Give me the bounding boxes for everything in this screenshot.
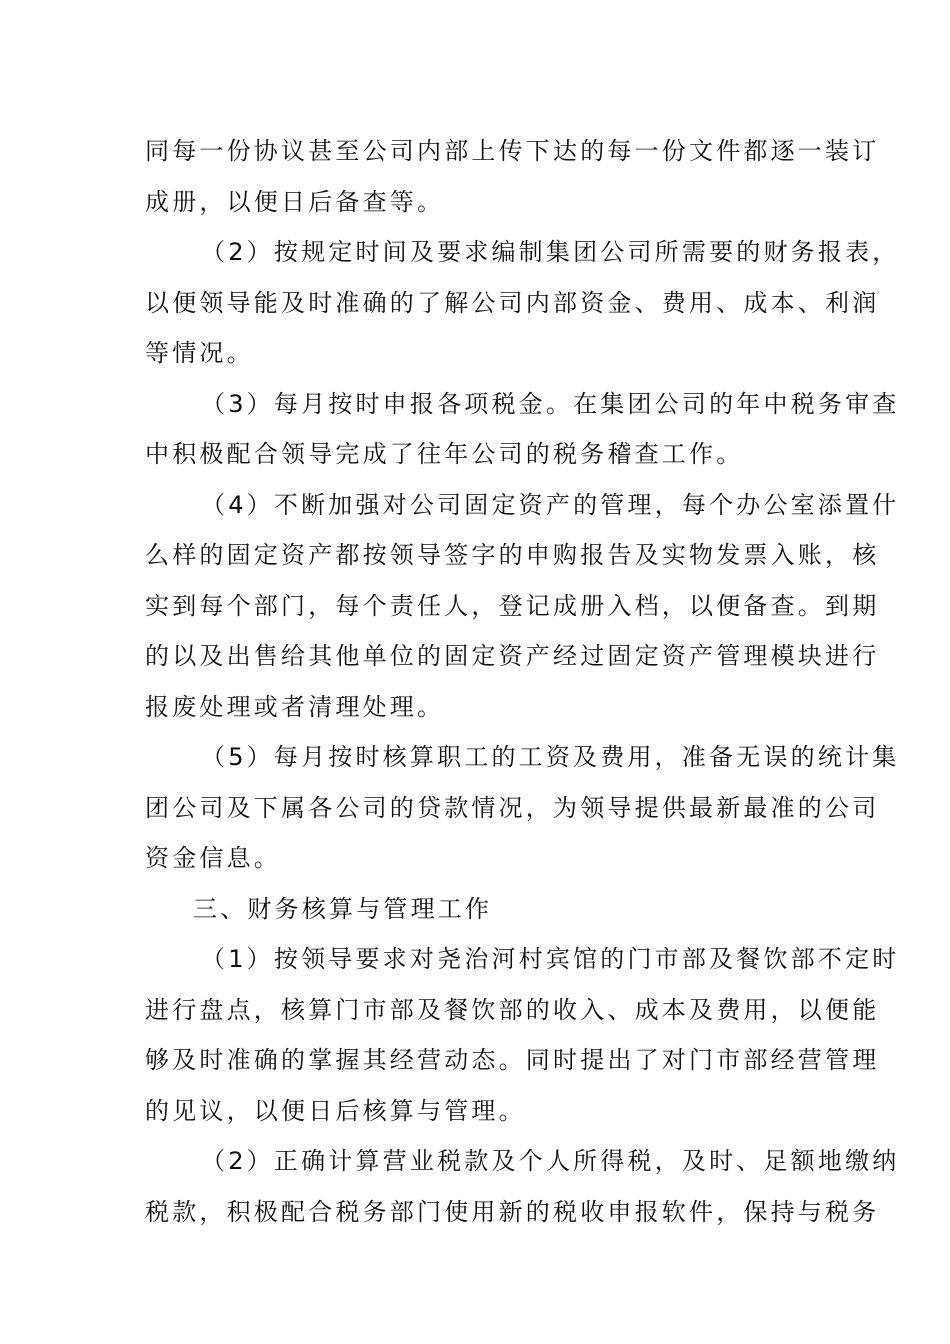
text-line: 团公司及下属各公司的贷款情况，为领导提供最新最准的公司: [145, 793, 880, 822]
paragraph-item-2-tax-payment: [145, 1136, 900, 1237]
paragraph-item-1-inventory: [145, 934, 900, 1136]
paragraph-item-2-reports: [145, 227, 900, 379]
text-line: 够及时准确的掌握其经营动态。同时提出了对门市部经营管理: [145, 1046, 880, 1074]
text-line: （5）每月按时核算职工的工资及费用，准备无误的统计集: [201, 743, 900, 771]
text-line: （1）按领导要求对尧治河村宾馆的门市部及餐饮部不定时: [201, 945, 900, 973]
text-line: 等情况。: [145, 339, 254, 367]
text-line: 中积极配合领导完成了往年公司的税务稽查工作。: [145, 440, 744, 468]
text-line: 的见议，以便日后核算与管理。: [145, 1096, 526, 1125]
document-body: [145, 126, 900, 1237]
paragraph-continuation: [145, 126, 880, 227]
text-line: （3）每月按时申报各项税金。在集团公司的年中税务审查: [201, 389, 900, 418]
text-line: 么样的固定资产都按领导签字的申购报告及实物发票入账，核: [145, 541, 880, 569]
text-line: 税款，积极配合税务部门使用新的税收申报软件，保持与税务: [145, 1197, 880, 1226]
text-line: （2）按规定时间及要求编制集团公司所需要的财务报表，: [201, 238, 900, 266]
text-line: 报废处理或者清理处理。: [145, 692, 445, 721]
paragraph-item-3-taxes: [145, 379, 900, 480]
section-heading-3: [145, 884, 810, 935]
text-line: 资金信息。: [145, 844, 281, 872]
paragraph-item-5-payroll: [145, 732, 900, 884]
text-line: 成册，以便日后备查等。: [145, 187, 445, 216]
text-line: 以便领导能及时准确的了解公司内部资金、费用、成本、利润: [145, 288, 880, 317]
heading-line: 三、财务核算与管理工作: [193, 894, 493, 923]
text-line: 同每一份协议甚至公司内部上传下达的每一份文件都逐一装订: [145, 137, 880, 165]
text-line: （2）正确计算营业税款及个人所得税，及时、足额地缴纳: [201, 1147, 900, 1175]
text-line: 进行盘点，核算门市部及餐饮部的收入、成本及费用，以便能: [145, 995, 880, 1024]
text-line: 实到每个部门，每个责任人，登记成册入档，以便备查。到期: [145, 591, 880, 620]
text-line: （4）不断加强对公司固定资产的管理，每个办公室添置什: [201, 490, 900, 519]
paragraph-item-4-fixed-assets: [145, 480, 900, 733]
text-line: 的以及出售给其他单位的固定资产经过固定资产管理模块进行: [145, 642, 880, 670]
